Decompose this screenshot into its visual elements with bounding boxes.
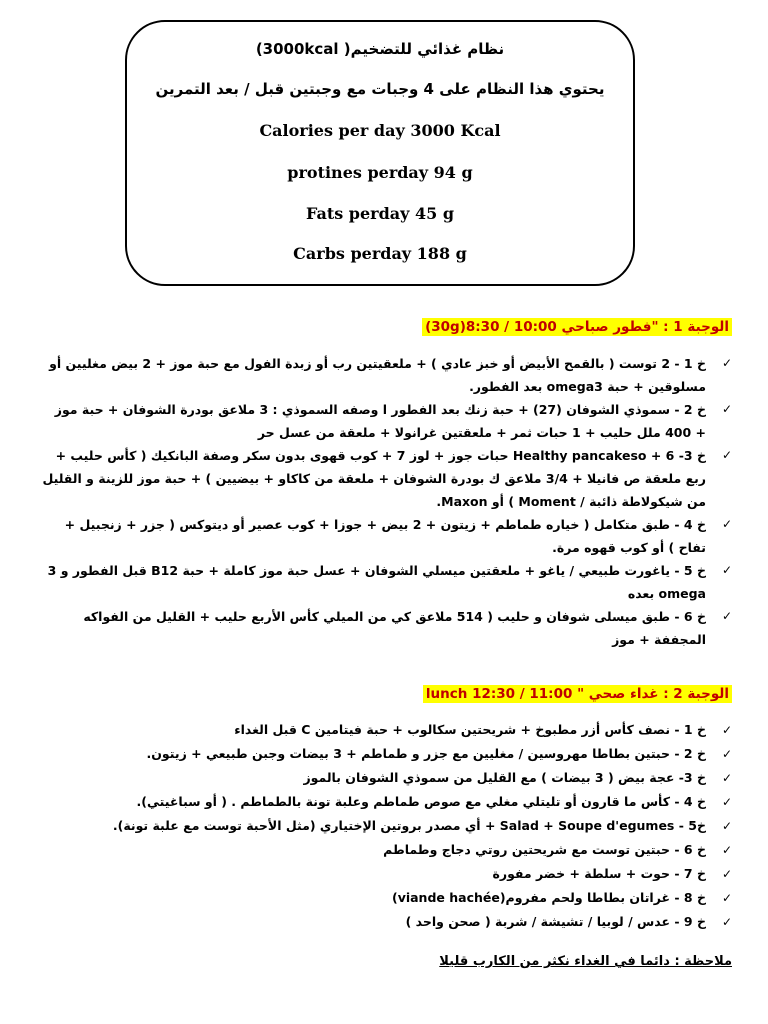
meal2-option <box>40 910 732 934</box>
check-icon: ✓ <box>721 771 732 785</box>
meal2-option-text: خ 6 - حبتين توست مع شريحتين روتي دجاج وطماطم <box>383 842 706 857</box>
check-icon: ✓ <box>721 517 732 531</box>
meal2-option-text: خ 1 - نصف كأس أزر مطبوخ + شريحتين سكالوب + حبة فيتامين C قبل الغداء <box>234 722 706 737</box>
meal1-option-text: خ 1 - 2 توست ( بالقمح الأبيض أو خبز عادي ) + ملعقيتين رب أو زبدة الفول مع حبة موز + 2 بيض مغليين أو مسلوقين + حبة omega3 بعد الفطور. <box>49 356 706 394</box>
summary-box <box>125 20 635 286</box>
meal2-option-text: خ 4 - كأس ما قارون أو تليتلي مغلي مع صوص طماطم وعلبة تونة بالطماطم . ( أو سباغيتي). <box>136 794 706 809</box>
check-icon: ✓ <box>721 609 732 623</box>
plan-title: نظام غذائي للتضخيم( 3000kcal) <box>255 40 505 58</box>
check-icon: ✓ <box>721 795 732 809</box>
check-icon: ✓ <box>721 891 732 905</box>
meal2-options-list <box>40 718 732 934</box>
check-icon: ✓ <box>721 867 732 881</box>
meal1-option <box>40 605 732 651</box>
check-icon: ✓ <box>721 402 732 416</box>
meal1-header: الوجبة 1 : "فطور صباحي 10:00 / 8:30(30g) <box>422 318 732 336</box>
meal1-option-text: خ 5 - ياغورت طبيعي / ياغو + ملعقتين ميسلي الشوفان + عسل حبة موز كاملة + حبة B12 قبل الفطور و 3 omega بعده <box>47 563 706 601</box>
meal2-option-text: خ 9 - عدس / لوبيا / تشيشة / شربة ( صحن واحد ) <box>405 914 706 929</box>
meal1-option-text: خ 4 - طبق متكامل ( خياره طماطم + زيتون + 2 بيض + جوزا + كوب عصير أو ديتوكس ( جزر + زنجبيل + تفاح ) أو كوب قهوه مرة. <box>64 517 706 555</box>
meal1-option-text: خ 3- Healthy pancakeso + 6 حبات جوز + لوز 7 + كوب قهوى بدون سكر وصفة البانكيك ( كأس حليب + ربع ملعقة ص فانيلا + 3/4 ملاعق ك بودرة الشوفان + ملعقة من كاكاو + بيضيين ) + حبة موز للزينة و القليل من شيكولاطة ذائبة / Moment ) أو Maxon. <box>42 448 706 509</box>
check-icon: ✓ <box>721 448 732 462</box>
meal2-option <box>40 886 732 910</box>
check-icon: ✓ <box>721 747 732 761</box>
meal2-option <box>40 814 732 838</box>
proteins-per-day: protines perday 94 g <box>287 163 473 182</box>
fats-per-day: Fats perday 45 g <box>305 204 455 223</box>
meal1-option <box>40 352 732 398</box>
meal2-option <box>40 862 732 886</box>
check-icon: ✓ <box>721 723 732 737</box>
meal2-header: الوجبة 2 : غداء صحي " 11:00 / 12:30 lunch <box>423 685 732 703</box>
check-icon: ✓ <box>721 843 732 857</box>
plan-description: يحتوي هذا النظام على 4 وجبات مع وجبتين قبل / بعد التمرين <box>155 80 605 98</box>
meal2-option <box>40 790 732 814</box>
carbs-per-day: Carbs perday 188 g <box>293 244 467 263</box>
lunch-note: ملاحظة : دائما في الغداء نكثر من الكارب قليلا <box>439 954 732 969</box>
meal2-option-text: خ 7 - حوت + سلطة + خضر مفورة <box>492 866 706 881</box>
meal2-option <box>40 838 732 862</box>
check-icon: ✓ <box>721 563 732 577</box>
meal1-option <box>40 444 732 513</box>
check-icon: ✓ <box>721 356 732 370</box>
calories-per-day: Calories per day 3000 Kcal <box>259 121 501 140</box>
meal1-option-text: خ 2 - سموذي الشوفان (27) + حبة زنك بعد الفطور ا وصفه السموذي : 3 ملاعق بودرة الشوفان + حبة موز + 400 ملل حليب + 1 حبات ثمر + ملعقتين غرانولا + ملعقة من عسل حر <box>54 402 706 440</box>
meal2-option <box>40 718 732 742</box>
meal1-options-list <box>40 352 732 651</box>
meal2-option <box>40 742 732 766</box>
meal2-option <box>40 766 732 790</box>
meal2-option-text: خ 8 - غراتان بطاطا ولحم مفروم(viande hachée) <box>391 890 706 905</box>
meal1-option <box>40 398 732 444</box>
meal1-option <box>40 513 732 559</box>
meal1-option <box>40 559 732 605</box>
meal1-option-text: خ 6 - طبق ميسلى شوفان و حليب ( 514 ملاعق كي من الميلي كأس الأربع حليب + القليل من الفواكه المجففة + موز <box>83 609 706 647</box>
check-icon: ✓ <box>721 915 732 929</box>
check-icon: ✓ <box>721 819 732 833</box>
meal2-option-text: خ5 - Salad + Soupe d'egumes + أي مصدر بروتين الإختياري (مثل الأحبة توست مع علبة تونة). <box>112 818 706 833</box>
meal2-option-text: خ 2 - حبتين بطاطا مهروسين / مغليين مع جزر و طماطم + 3 بيضات وجبن طبيعي + زيتون. <box>146 746 706 761</box>
meal2-option-text: خ 3- عجة بيض ( 3 بيضات ) مع القليل من سموذي الشوفان بالموز <box>303 770 706 785</box>
